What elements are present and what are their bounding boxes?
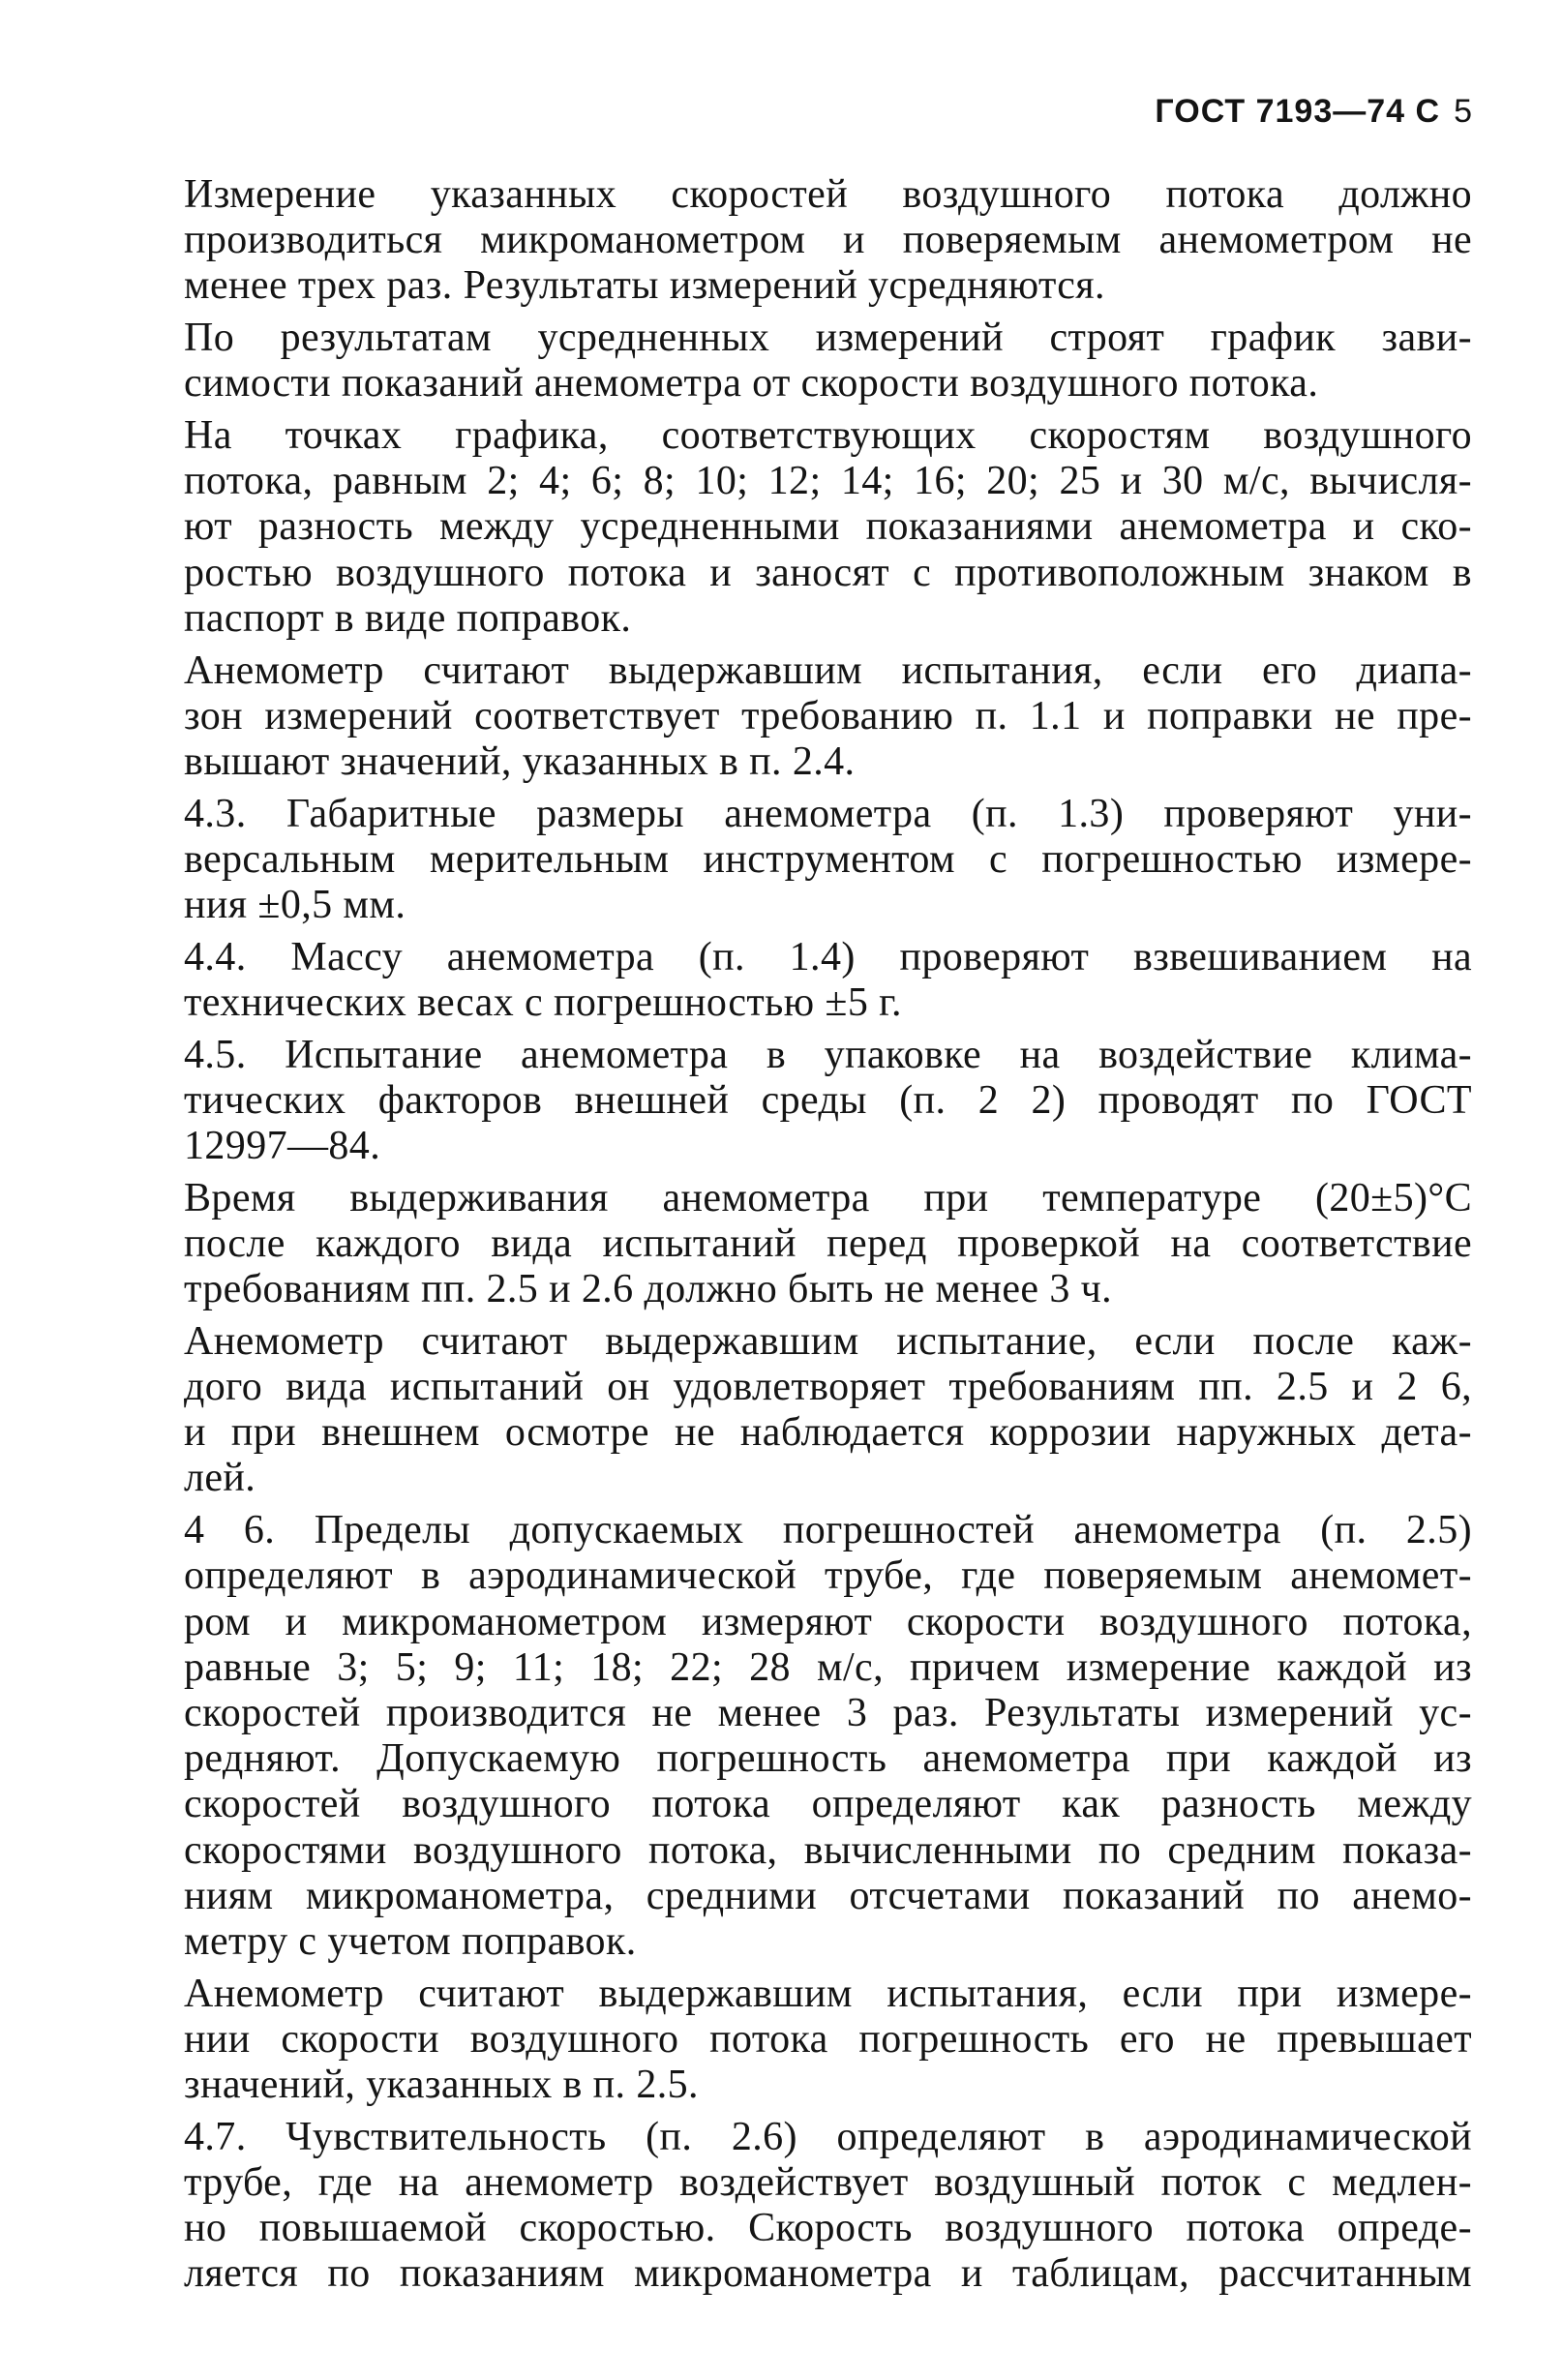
text-line: вышают значений, указанных в п. 2.4. [184, 738, 856, 784]
text-line: определяют в аэродинамической трубе, где поверяемым анемомет- [184, 1553, 1472, 1599]
text-line: технических весах с погрешностью ±5 г. [184, 979, 902, 1025]
text-line: дого вида испытаний он удовлетворяет требованиям пп. 2.5 и 2 6, [184, 1365, 1472, 1410]
paragraph [170, 1176, 1472, 1313]
text-line: ния ±0,5 мм. [184, 883, 406, 928]
text-line: Анемометр считают выдержавшим испытание, если после каж- [184, 1318, 1472, 1364]
paragraph [170, 1033, 1472, 1170]
text-line: паспорт в виде поправок. [184, 595, 632, 641]
text-line: зон измерений соответствует требованию п. 1.1 и поправки не пре- [184, 693, 1472, 738]
text-line: ром и микроманометром измеряют скорости воздушного потока, [184, 1599, 1472, 1644]
text-line: 4 6. Пределы допускаемых погрешностей анемометра (п. 2.5) [184, 1508, 1472, 1553]
paragraph [170, 316, 1472, 407]
text-line: По результатам усредненных измерений строят график зави- [184, 316, 1472, 361]
paragraph [170, 792, 1472, 929]
text-line: Анемометр считают выдержавшим испытания, если его диапа- [184, 648, 1472, 693]
text-line: требованиям пп. 2.5 и 2.6 должно быть не менее 3 ч. [184, 1267, 1113, 1312]
text-line: 4.7. Чувствительность (п. 2.6) определяют в аэродинамической [184, 2114, 1472, 2159]
text-line: 4.3. Габаритные размеры анемометра (п. 1.3) проверяют уни- [184, 791, 1472, 836]
text-line: трубе, где на анемометр воздействует воздушный поток с медлен- [184, 2160, 1472, 2206]
paragraph [170, 2115, 1472, 2298]
text-line: значений, указанных в п. 2.5. [184, 2063, 699, 2108]
text-line: ниям микроманометра, средними отсчетами показаний по анемо- [184, 1873, 1472, 1918]
text-line: симости показаний анемометра от скорости воздушного потока. [184, 361, 1319, 407]
paragraph [170, 935, 1472, 1026]
text-line: равные 3; 5; 9; 11; 18; 22; 28 м/с, причем измерение каждой из [184, 1644, 1472, 1690]
text-line: производиться микроманометром и поверяемым анемометром не [184, 218, 1472, 263]
text-line: ростью воздушного потока и заносят с противоположным знаком в [184, 550, 1472, 595]
text-line: после каждого вида испытаний перед проверкой на соответствие [184, 1220, 1472, 1266]
text-line: 12997—84. [184, 1124, 381, 1169]
text-line: метру с учетом поправок. [184, 1919, 637, 1965]
paragraph [170, 1508, 1472, 1965]
body-text [170, 172, 1472, 2304]
text-line: 4.4. Массу анемометра (п. 1.4) проверяют взвешиванием на [184, 934, 1472, 979]
text-line: На точках графика, соответствующих скоростям воздушного [184, 413, 1472, 459]
text-line: и при внешнем осмотре не наблюдается коррозии наружных дета- [184, 1410, 1472, 1456]
text-line: но повышаемой скоростью. Скорость воздушного потока опреде- [184, 2206, 1472, 2251]
paragraph [170, 648, 1472, 786]
paragraph [170, 1319, 1472, 1502]
text-line: ют разность между усредненными показаниями анемометра и ско- [184, 504, 1472, 550]
paragraph [170, 413, 1472, 642]
page-header [1155, 93, 1473, 131]
text-line: Анемометр считают выдержавшим испытания, если при измере- [184, 1971, 1472, 2016]
text-line: скоростей воздушного потока определяют как разность между [184, 1782, 1472, 1827]
page-number: 5 [1454, 93, 1473, 130]
text-line: нии скорости воздушного потока погрешность его не превышает [184, 2016, 1472, 2062]
text-line: версальным мерительным инструментом с погрешностью измере- [184, 836, 1472, 882]
text-line: скоростей производится не менее 3 раз. Результаты измерений ус- [184, 1691, 1472, 1735]
text-line: лей. [184, 1456, 256, 1501]
text-line: Измерение указанных скоростей воздушного потока должно [184, 172, 1472, 217]
text-line: Время выдерживания анемометра при температуре (20±5)°С [184, 1175, 1472, 1220]
text-line: тических факторов внешней среды (п. 2 2) проводят по ГОСТ [184, 1077, 1472, 1123]
text-line: менее трех раз. Результаты измерений усредняются. [184, 263, 1105, 309]
text-line: скоростями воздушного потока, вычисленными по средним показа- [184, 1827, 1472, 1873]
paragraph [170, 172, 1472, 310]
paragraph [170, 1972, 1472, 2109]
text-line: 4.5. Испытание анемометра в упаковке на воздействие клима- [184, 1032, 1472, 1077]
text-line: ляется по показаниям микроманометра и таблицам, рассчитанным [184, 2251, 1472, 2297]
document-code: ГОСТ 7193—74 С [1155, 93, 1441, 130]
text-line: потока, равным 2; 4; 6; 8; 10; 12; 14; 16; 20; 25 и 30 м/с, вычисля- [184, 459, 1472, 504]
text-line: редняют. Допускаемую погрешность анемометра при каждой из [184, 1736, 1472, 1782]
